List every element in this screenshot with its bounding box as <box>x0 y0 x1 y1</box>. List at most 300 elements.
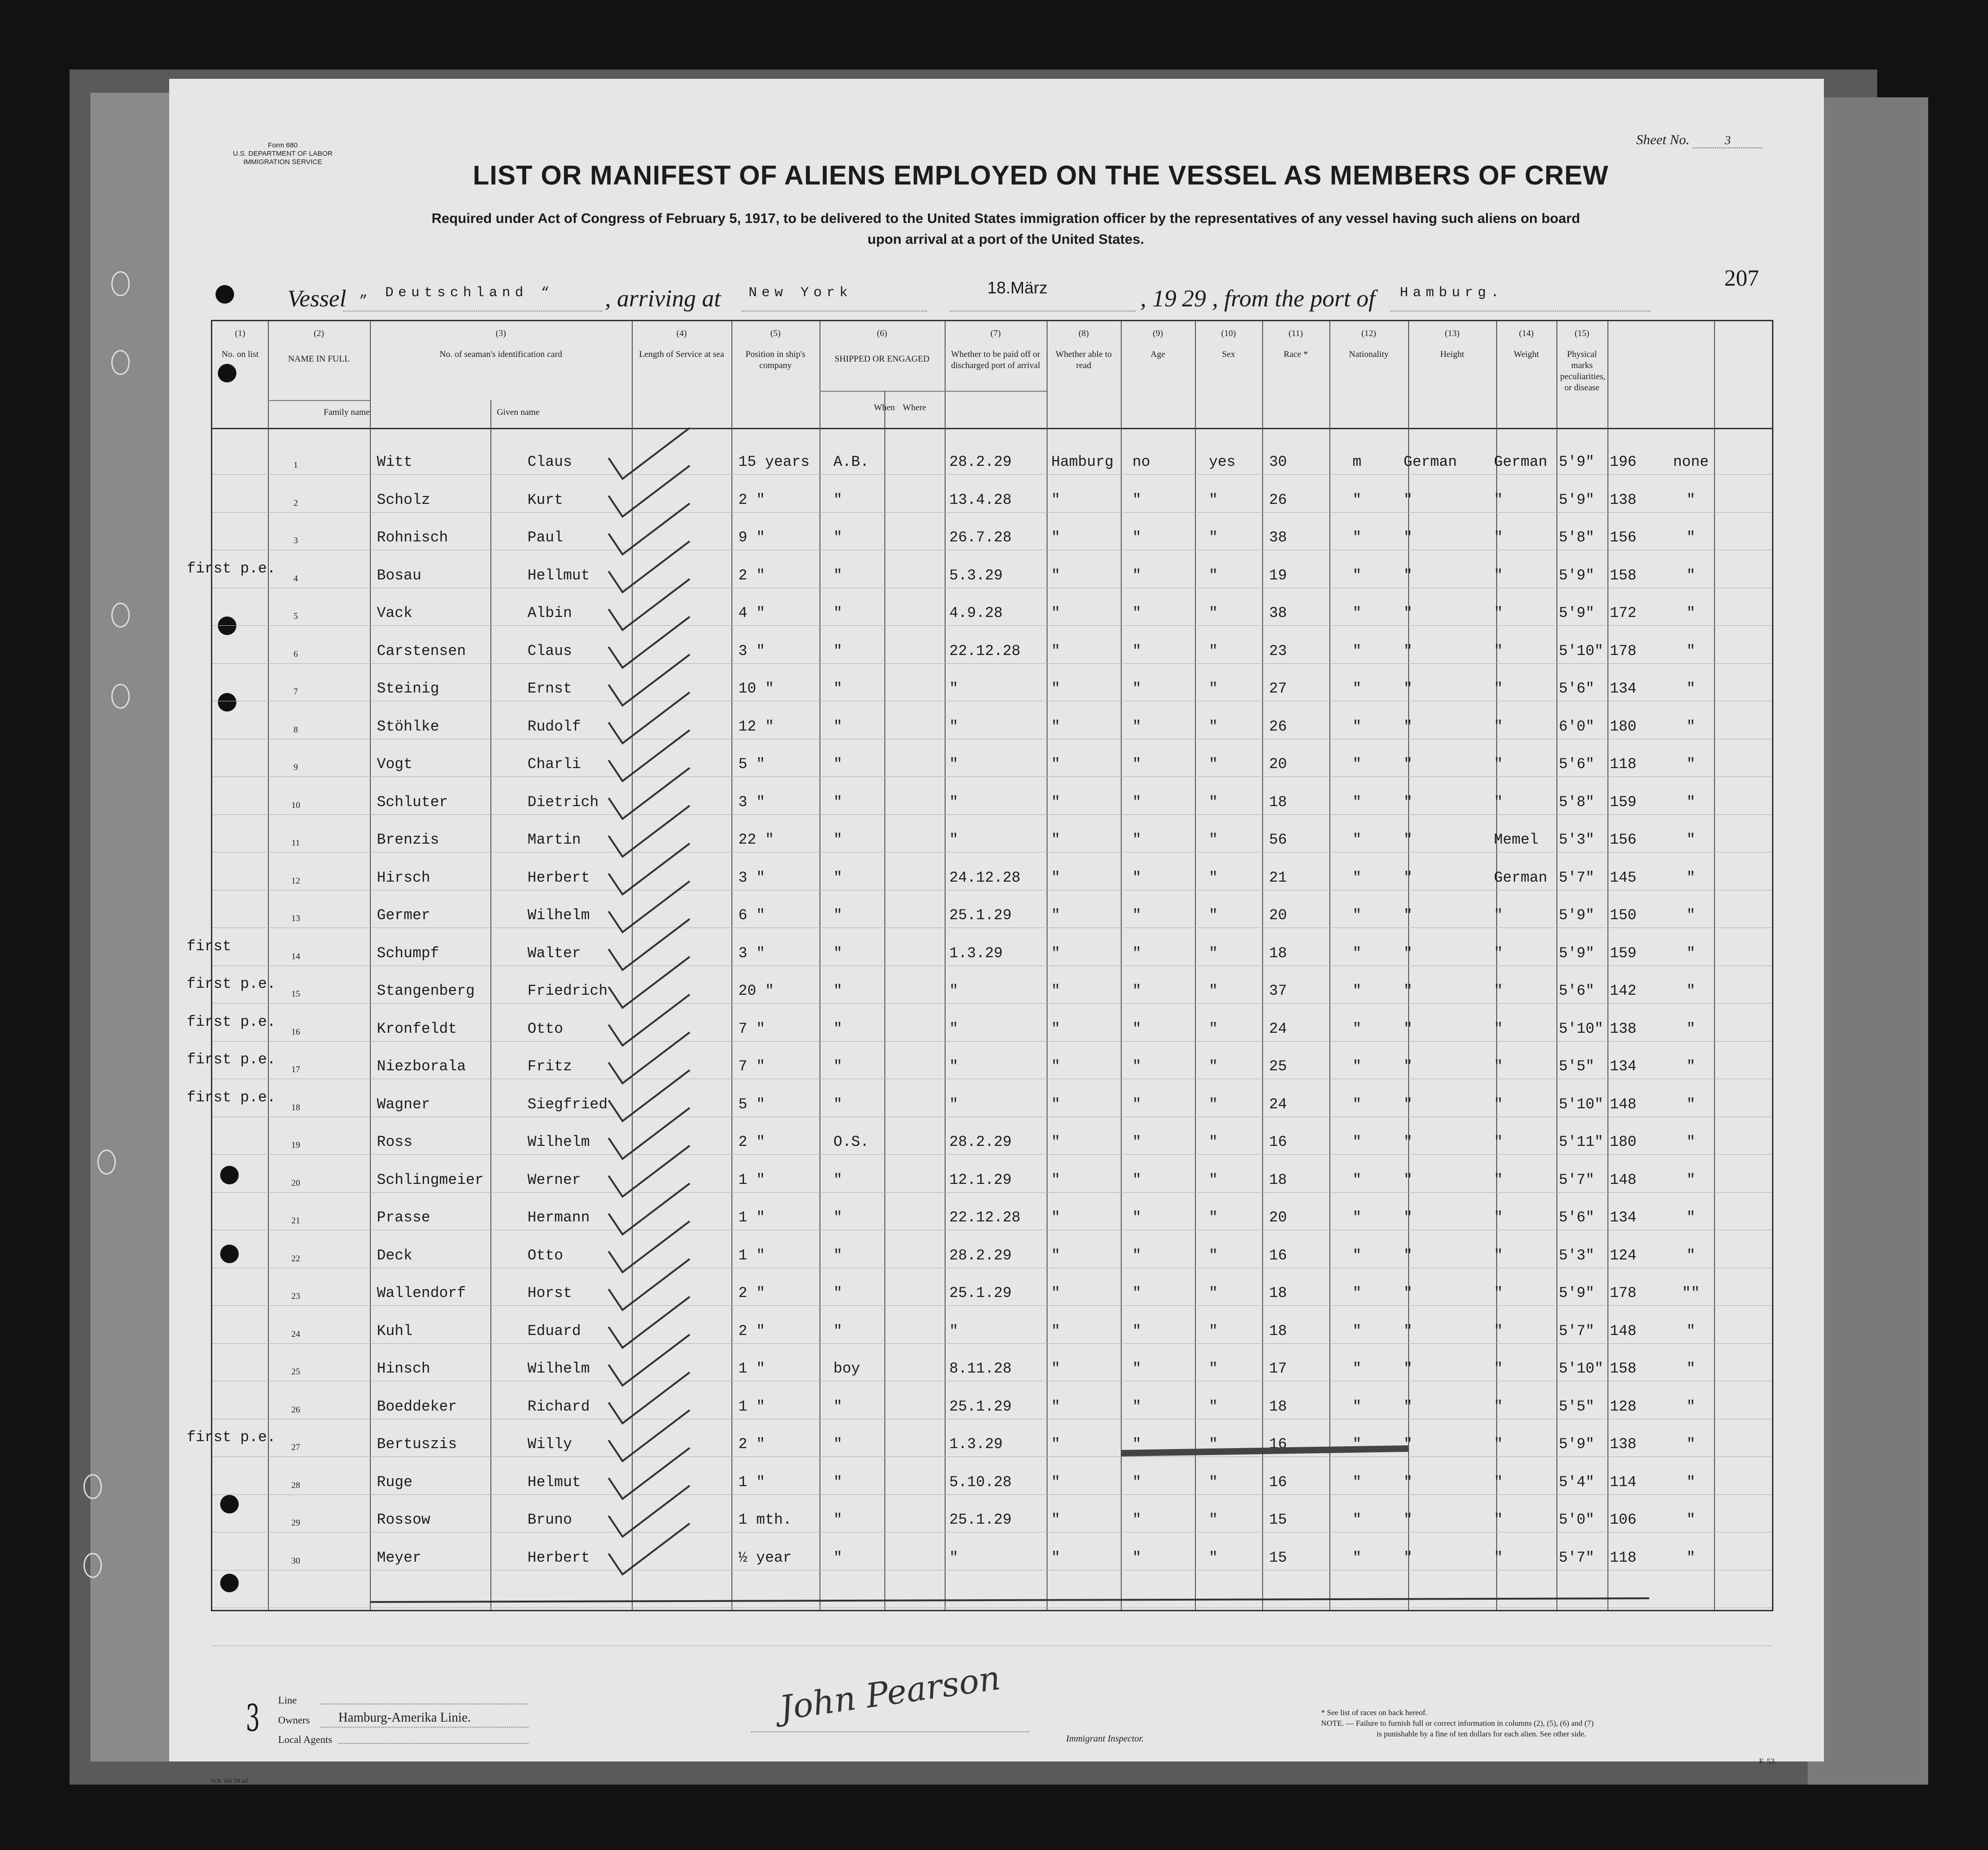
height-cell: 5'10" <box>1559 1095 1604 1113</box>
able-to-read-cell: yes <box>1209 453 1236 470</box>
given-name-cell: Albin <box>527 604 572 622</box>
able-to-read-cell: " <box>1209 604 1218 622</box>
family-name-cell: Steinig <box>377 680 439 697</box>
weight-cell: 178 <box>1610 642 1637 660</box>
nationality-cell: " <box>1494 1473 1503 1491</box>
nationality-cell: " <box>1494 793 1503 811</box>
age-cell: 16 <box>1269 1133 1287 1151</box>
nationality-cell: " <box>1494 604 1503 622</box>
fine-note-2: is punishable by a fine of ten dollars for each alien. See other side. <box>1377 1729 1586 1738</box>
row-number: 18 <box>291 1102 300 1113</box>
race-cell: " <box>1404 907 1413 924</box>
sheet-value: 3 <box>1693 134 1762 148</box>
shipped-when-cell: 13.4.28 <box>949 491 1012 509</box>
check-mark <box>609 730 690 781</box>
service-length-cell: 5 " <box>738 756 765 773</box>
check-mark <box>609 768 690 819</box>
position-cell: " <box>833 982 843 999</box>
sex-cell: " <box>1353 907 1362 924</box>
family-name-cell: Scholz <box>377 491 431 509</box>
sex-cell: " <box>1353 793 1362 811</box>
inspector-label: Immigrant Inspector. <box>1066 1734 1144 1744</box>
position-cell: " <box>833 793 843 811</box>
family-name-cell: Rohnisch <box>377 529 448 546</box>
shipped-when-cell: " <box>949 1058 959 1075</box>
nationality-cell: " <box>1494 1133 1503 1151</box>
nationality-cell: " <box>1494 1511 1503 1528</box>
column-header: Length of Service at sea <box>639 350 724 359</box>
sex-cell: m <box>1353 453 1362 470</box>
family-name-cell: Hinsch <box>377 1360 431 1377</box>
paid-off-cell: " <box>1132 1360 1142 1377</box>
able-to-read-cell: " <box>1209 1133 1218 1151</box>
row-number: 28 <box>291 1480 300 1490</box>
position-cell: " <box>833 642 843 660</box>
row-number: 27 <box>291 1443 300 1452</box>
race-cell: " <box>1404 1209 1413 1226</box>
check-mark <box>609 1297 690 1348</box>
column-header: Nationality <box>1349 350 1389 359</box>
margin-note: first p.e. <box>187 1429 276 1446</box>
physical-marks-cell: " <box>1686 680 1696 697</box>
shipped-when-cell: 1.3.29 <box>949 1436 1003 1453</box>
physical-marks-cell: " <box>1686 1133 1696 1151</box>
margin-note: first p.e. <box>187 559 276 577</box>
family-name-cell: Wallendorf <box>377 1284 466 1302</box>
service-length-cell: 3 " <box>738 642 765 660</box>
shipped-where-cell: " <box>1051 1284 1061 1302</box>
sex-cell: " <box>1353 1209 1362 1226</box>
paid-off-cell: no <box>1132 453 1150 470</box>
physical-marks-cell: " <box>1686 718 1696 735</box>
service-length-cell: 4 " <box>738 604 765 622</box>
family-name-cell: Ruge <box>377 1473 413 1491</box>
sex-cell: " <box>1353 1133 1362 1151</box>
given-name-cell: Herbert <box>527 869 590 886</box>
requirement-line1: Required under Act of Congress of February 5, 1917, to be delivered to the United States immigration officer by the representatives of any vessel having such aliens on board <box>432 211 1580 226</box>
given-name-cell: Wilhelm <box>527 907 590 924</box>
sex-cell: " <box>1353 491 1362 509</box>
given-name-cell: Charli <box>527 756 581 773</box>
physical-marks-cell: " <box>1686 793 1696 811</box>
physical-marks-cell: " <box>1686 1436 1696 1453</box>
able-to-read-cell: " <box>1209 756 1218 773</box>
check-mark <box>609 919 690 970</box>
physical-marks-cell: " <box>1686 869 1696 886</box>
nationality-cell: " <box>1494 907 1503 924</box>
service-length-cell: ½ year <box>738 1549 792 1566</box>
height-cell: 5'6" <box>1559 756 1594 773</box>
shipped-where-cell: " <box>1051 831 1061 848</box>
given-name-cell: Fritz <box>527 1058 572 1075</box>
paid-off-cell: " <box>1132 491 1142 509</box>
shipped-when-cell: 22.12.28 <box>949 1209 1021 1226</box>
given-name-cell: Herbert <box>527 1549 590 1566</box>
shipped-when-cell: 5.10.28 <box>949 1473 1012 1491</box>
shipped-where-cell: " <box>1051 944 1061 962</box>
nationality-cell: German <box>1494 869 1548 886</box>
service-length-cell: 1 " <box>738 1209 765 1226</box>
service-length-cell: 1 mth. <box>738 1511 792 1528</box>
date-underline <box>950 311 1136 312</box>
row-number: 2 <box>293 498 298 508</box>
year-prefix: , 19 <box>1140 286 1176 312</box>
physical-marks-cell: none <box>1673 453 1709 470</box>
position-cell: " <box>833 1020 843 1037</box>
weight-cell: 159 <box>1610 793 1637 811</box>
position-cell: " <box>833 604 843 622</box>
age-cell: 15 <box>1269 1511 1287 1528</box>
height-cell: 5'10" <box>1559 1360 1604 1377</box>
weight-cell: 142 <box>1610 982 1637 999</box>
service-length-cell: 6 " <box>738 907 765 924</box>
column-number: (15) <box>1575 329 1589 338</box>
physical-marks-cell: " <box>1686 1058 1696 1075</box>
column-header: SHIPPED OR ENGAGED <box>834 354 930 364</box>
able-to-read-cell: " <box>1209 1549 1218 1566</box>
shipped-where-cell: " <box>1051 718 1061 735</box>
agents-field <box>338 1743 528 1744</box>
shipped-when-cell: 5.3.29 <box>949 566 1003 584</box>
shipped-where-cell: " <box>1051 680 1061 697</box>
weight-cell: 159 <box>1610 944 1637 962</box>
race-cell: " <box>1404 1020 1413 1037</box>
check-mark <box>609 1070 690 1121</box>
position-cell: " <box>833 491 843 509</box>
paid-off-cell: " <box>1132 756 1142 773</box>
nationality-cell: Memel <box>1494 831 1539 848</box>
nationality-cell: " <box>1494 642 1503 660</box>
family-name-cell: Vack <box>377 604 413 622</box>
family-name-cell: Hirsch <box>377 869 431 886</box>
shipped-where-cell: " <box>1051 1095 1061 1113</box>
column-header: Physical marks peculiarities, or disease <box>1560 350 1606 393</box>
age-cell: 18 <box>1269 1171 1287 1189</box>
family-name-cell: Niezborala <box>377 1058 466 1075</box>
column-number: (6) <box>876 329 888 338</box>
given-name-cell: Rudolf <box>527 718 581 735</box>
row-number: 25 <box>291 1367 300 1377</box>
age-cell: 18 <box>1269 793 1287 811</box>
physical-marks-cell: " <box>1686 944 1696 962</box>
nationality-cell: German <box>1494 453 1548 470</box>
check-mark <box>609 1448 690 1499</box>
race-cell: " <box>1404 529 1413 546</box>
service-length-cell: 15 years <box>738 453 810 470</box>
punch-hole <box>216 285 234 304</box>
height-cell: 5'7" <box>1559 1322 1594 1340</box>
page-title: LIST OR MANIFEST OF ALIENS EMPLOYED ON THE VESSEL AS MEMBERS OF CREW <box>473 160 1609 191</box>
sex-cell: " <box>1353 1473 1362 1491</box>
given-name-cell: Bruno <box>527 1511 572 1528</box>
margin-note: first p.e. <box>187 1013 276 1030</box>
sex-cell: " <box>1353 1020 1362 1037</box>
paid-off-cell: " <box>1132 793 1142 811</box>
height-cell: 5'9" <box>1559 944 1594 962</box>
physical-marks-cell: " <box>1686 1209 1696 1226</box>
sex-cell: " <box>1353 1549 1362 1566</box>
sex-cell: " <box>1353 1436 1362 1453</box>
column-number: (1) <box>235 329 246 338</box>
shipped-when-cell: 22.12.28 <box>949 642 1021 660</box>
height-cell: 5'9" <box>1559 1436 1594 1453</box>
row-number: 5 <box>293 611 298 621</box>
age-cell: 56 <box>1269 831 1287 848</box>
check-mark <box>609 844 690 895</box>
family-name-cell: Kuhl <box>377 1322 413 1340</box>
weight-cell: 180 <box>1610 718 1637 735</box>
requirement-line2: upon arrival at a port of the United States. <box>867 232 1144 247</box>
service-length-cell: 1 " <box>738 1171 765 1189</box>
row-number: 24 <box>291 1329 300 1339</box>
physical-marks-cell: " <box>1686 1246 1696 1264</box>
race-cell: German <box>1404 453 1457 470</box>
physical-marks-cell: " <box>1686 1549 1696 1566</box>
column-header: Weight <box>1513 350 1539 359</box>
race-cell: " <box>1404 1322 1413 1340</box>
row-number: 20 <box>291 1178 300 1188</box>
weight-cell: 118 <box>1610 1549 1637 1566</box>
weight-cell: 138 <box>1610 1436 1637 1453</box>
position-cell: " <box>833 1398 843 1415</box>
paid-off-cell: " <box>1132 1398 1142 1415</box>
nationality-cell: " <box>1494 491 1503 509</box>
able-to-read-cell: " <box>1209 1360 1218 1377</box>
check-mark <box>609 1486 690 1537</box>
check-mark <box>609 995 690 1046</box>
physical-marks-cell: " <box>1686 756 1696 773</box>
shipped-when-cell: 28.2.29 <box>949 1246 1012 1264</box>
paid-off-cell: " <box>1132 1058 1142 1075</box>
column-header: NAME IN FULL <box>288 354 350 364</box>
row-number: 13 <box>291 914 300 923</box>
row-number: 12 <box>291 876 300 886</box>
position-cell: A.B. <box>833 453 869 470</box>
row-number: 4 <box>293 573 298 584</box>
shipped-when-cell: 8.11.28 <box>949 1360 1012 1377</box>
shipped-where-cell: " <box>1051 604 1061 622</box>
shipped-where-cell: " <box>1051 907 1061 924</box>
family-name-cell: Stangenberg <box>377 982 475 999</box>
able-to-read-cell: " <box>1209 1058 1218 1075</box>
age-cell: 20 <box>1269 756 1287 773</box>
race-cell: " <box>1404 1511 1413 1528</box>
background-sheet-right <box>1808 97 1928 1785</box>
position-cell: " <box>833 831 843 848</box>
row-number: 30 <box>291 1556 300 1566</box>
binder-ring <box>111 684 130 709</box>
column-subheader: Family name <box>324 407 370 417</box>
position-cell: " <box>833 1436 843 1453</box>
sex-cell: " <box>1353 756 1362 773</box>
nationality-cell: " <box>1494 1246 1503 1264</box>
weight-cell: 158 <box>1610 566 1637 584</box>
column-number: (8) <box>1078 329 1089 338</box>
column-header: No. of seaman's identification card <box>439 350 562 359</box>
column-subheader: When <box>874 403 895 413</box>
port-underline <box>742 311 927 312</box>
shipped-where-cell: " <box>1051 1058 1061 1075</box>
height-cell: 5'9" <box>1559 907 1594 924</box>
height-cell: 5'10" <box>1559 642 1604 660</box>
check-mark <box>609 1259 690 1310</box>
weight-cell: 148 <box>1610 1171 1637 1189</box>
column-number: (5) <box>770 329 781 338</box>
given-name-cell: Siegfried <box>527 1095 608 1113</box>
column-header: Whether to be paid off or discharged port of arrival <box>951 350 1041 370</box>
vessel-name: „ Deutschland “ <box>359 285 554 301</box>
race-cell: " <box>1404 1549 1413 1566</box>
given-name-cell: Wilhelm <box>527 1133 590 1151</box>
service-length-cell: 22 " <box>738 831 774 848</box>
binder-ring <box>111 603 130 628</box>
weight-cell: 148 <box>1610 1095 1637 1113</box>
check-mark <box>609 1146 690 1197</box>
race-cell: " <box>1404 1284 1413 1302</box>
column-number: (13) <box>1445 329 1460 338</box>
given-name-cell: Eduard <box>527 1322 581 1340</box>
paid-off-cell: " <box>1132 1511 1142 1528</box>
physical-marks-cell: " <box>1686 604 1696 622</box>
given-name-cell: Walter <box>527 944 581 962</box>
physical-marks-cell: " <box>1686 1020 1696 1037</box>
shipped-when-cell: 4.9.28 <box>949 604 1003 622</box>
family-name-cell: Schumpf <box>377 944 439 962</box>
row-number: 7 <box>293 687 298 697</box>
nationality-cell: " <box>1494 1360 1503 1377</box>
shipped-where-cell: " <box>1051 1246 1061 1264</box>
age-cell: 18 <box>1269 1322 1287 1340</box>
position-cell: " <box>833 1511 843 1528</box>
physical-marks-cell: " <box>1686 1473 1696 1491</box>
age-cell: 19 <box>1269 566 1287 584</box>
check-mark <box>609 1221 690 1272</box>
sex-cell: " <box>1353 680 1362 697</box>
paid-off-cell: " <box>1132 1549 1142 1566</box>
check-mark <box>609 1524 690 1575</box>
given-name-cell: Otto <box>527 1020 563 1037</box>
family-name-cell: Bertuszis <box>377 1436 457 1453</box>
position-cell: " <box>833 1246 843 1264</box>
check-mark <box>609 579 690 630</box>
column-header: Age <box>1150 350 1165 359</box>
shipped-when-cell: " <box>949 1020 959 1037</box>
sheet-number <box>1636 132 1762 148</box>
weight-cell: 106 <box>1610 1511 1637 1528</box>
race-cell: " <box>1404 793 1413 811</box>
height-cell: 5'7" <box>1559 869 1594 886</box>
paid-off-cell: " <box>1132 1095 1142 1113</box>
shipped-where-cell: " <box>1051 1171 1061 1189</box>
check-mark <box>609 693 690 744</box>
able-to-read-cell: " <box>1209 642 1218 660</box>
race-cell: " <box>1404 1360 1413 1377</box>
position-cell: " <box>833 1209 843 1226</box>
able-to-read-cell: " <box>1209 944 1218 962</box>
able-to-read-cell: " <box>1209 1511 1218 1528</box>
row-number: 1 <box>293 460 298 470</box>
nationality-cell: " <box>1494 529 1503 546</box>
shipped-when-cell: 25.1.29 <box>949 907 1012 924</box>
end-of-list-line <box>370 1598 1649 1602</box>
owners-value: Hamburg-Amerika Linie. <box>338 1710 471 1725</box>
service-length-cell: 2 " <box>738 566 765 584</box>
race-cell: " <box>1404 491 1413 509</box>
paid-off-cell: " <box>1132 869 1142 886</box>
shipped-where-cell: " <box>1051 1209 1061 1226</box>
paid-off-cell: " <box>1132 831 1142 848</box>
service-length-cell: 3 " <box>738 944 765 962</box>
age-cell: 16 <box>1269 1436 1287 1453</box>
age-cell: 18 <box>1269 944 1287 962</box>
check-mark <box>609 1108 690 1159</box>
row-number: 17 <box>291 1065 300 1074</box>
race-cell: " <box>1404 604 1413 622</box>
race-cell: " <box>1404 944 1413 962</box>
sex-cell: " <box>1353 1398 1362 1415</box>
sex-cell: " <box>1353 604 1362 622</box>
position-cell: " <box>833 1058 843 1075</box>
column-header: Sex <box>1222 350 1235 359</box>
nationality-cell: " <box>1494 1171 1503 1189</box>
shipped-when-cell: 1.3.29 <box>949 944 1003 962</box>
nationality-cell: " <box>1494 1095 1503 1113</box>
weight-cell: 134 <box>1610 1058 1637 1075</box>
family-name-cell: Carstensen <box>377 642 466 660</box>
given-name-cell: Paul <box>527 529 563 546</box>
footer-area <box>185 1641 1808 1785</box>
shipped-when-cell: 25.1.29 <box>949 1511 1012 1528</box>
paid-off-cell: " <box>1132 718 1142 735</box>
able-to-read-cell: " <box>1209 1284 1218 1302</box>
check-mark <box>609 503 690 554</box>
able-to-read-cell: " <box>1209 1209 1218 1226</box>
column-subheader: Where <box>902 403 927 413</box>
race-cell: " <box>1404 831 1413 848</box>
height-cell: 5'8" <box>1559 529 1594 546</box>
weight-cell: 134 <box>1610 1209 1637 1226</box>
shipped-where-cell: " <box>1051 793 1061 811</box>
position-cell: O.S. <box>833 1133 869 1151</box>
service-length-cell: 7 " <box>738 1020 765 1037</box>
race-cell: " <box>1404 1436 1413 1453</box>
given-name-cell: Claus <box>527 642 572 660</box>
race-cell: " <box>1404 869 1413 886</box>
paid-off-cell: " <box>1132 642 1142 660</box>
check-mark <box>609 466 690 517</box>
row-number: 21 <box>291 1216 300 1226</box>
race-cell: " <box>1404 1473 1413 1491</box>
position-cell: " <box>833 907 843 924</box>
height-cell: 5'6" <box>1559 1209 1594 1226</box>
margin-note: first <box>187 937 232 955</box>
given-name-cell: Friedrich <box>527 982 608 999</box>
able-to-read-cell: " <box>1209 1246 1218 1264</box>
age-cell: 16 <box>1269 1473 1287 1491</box>
weight-cell: 178 <box>1610 1284 1637 1302</box>
shipped-when-cell: 28.2.29 <box>949 1133 1012 1151</box>
row-number: 16 <box>291 1027 300 1037</box>
sex-cell: " <box>1353 869 1362 886</box>
race-cell: " <box>1404 642 1413 660</box>
race-cell: " <box>1404 566 1413 584</box>
physical-marks-cell: " <box>1686 642 1696 660</box>
position-cell: " <box>833 529 843 546</box>
given-name-cell: Kurt <box>527 491 563 509</box>
row-number: 14 <box>291 951 300 961</box>
race-cell: " <box>1404 718 1413 735</box>
height-cell: 5'7" <box>1559 1549 1594 1566</box>
